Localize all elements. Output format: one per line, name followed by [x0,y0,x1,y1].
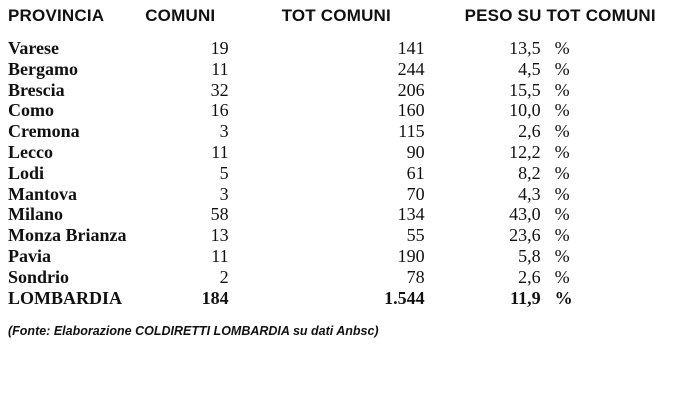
source-note: (Fonte: Elaborazione COLDIRETTI LOMBARDIA su dati Anbsc) [8,324,379,339]
cell-tot-comuni: 206 [397,79,425,100]
cell-comuni: 3 [219,183,229,204]
cell-peso [425,288,688,309]
total-row [8,288,688,309]
peso-value: 4,5 [518,58,541,79]
cell-peso [425,38,688,59]
header-tot-comuni: TOT COMUNI [281,6,391,25]
cell-comuni: 11 [211,245,229,266]
table-row [8,163,688,184]
table-row [8,59,688,80]
peso-value: 23,6 [509,225,541,246]
cell-provincia: LOMBARDIA [8,287,123,308]
cell-peso [425,184,688,205]
percent-sign: % [554,183,570,204]
cell-peso [425,121,688,142]
cell-provincia: Pavia [8,245,51,266]
cell-provincia: Lodi [8,162,45,183]
cell-peso [425,246,688,267]
peso-value: 13,5 [509,38,541,58]
peso-value: 2,6 [518,121,541,142]
table-row [8,246,688,267]
percent-sign: % [554,79,570,100]
cell-peso [425,100,688,121]
cell-tot-comuni: 160 [397,100,425,121]
cell-comuni: 184 [201,287,229,308]
table-row [8,184,688,205]
cell-comuni: 11 [211,58,229,79]
table-row [8,38,688,59]
peso-value: 12,2 [509,141,541,162]
percent-sign: % [554,121,570,142]
percent-sign: % [554,266,570,287]
cell-provincia: Cremona [8,121,80,142]
cell-tot-comuni: 141 [397,38,425,58]
cell-tot-comuni: 61 [406,162,425,183]
cell-comuni: 16 [210,100,229,121]
cell-provincia: Brescia [8,79,65,100]
peso-value: 11,9 [510,287,541,308]
cell-provincia: Bergamo [8,58,78,79]
header-provincia: PROVINCIA [8,6,105,25]
cell-comuni: 3 [219,121,229,142]
cell-comuni: 32 [210,79,229,100]
cell-provincia: Mantova [8,183,77,204]
province-table [8,6,688,308]
cell-comuni: 5 [219,162,229,183]
table-row [8,267,688,288]
percent-sign: % [554,162,570,183]
cell-peso [425,225,688,246]
percent-sign: % [554,287,573,308]
cell-tot-comuni: 115 [398,121,425,142]
peso-value: 15,5 [509,79,541,100]
percent-sign: % [554,38,570,58]
cell-comuni: 13 [210,225,229,246]
cell-tot-comuni: 1.544 [384,287,425,308]
cell-tot-comuni: 90 [406,141,425,162]
percent-sign: % [554,100,570,121]
cell-tot-comuni: 244 [397,58,425,79]
peso-value: 43,0 [509,204,541,225]
cell-tot-comuni: 78 [406,266,425,287]
peso-value: 8,2 [518,162,541,183]
peso-value: 4,3 [518,183,541,204]
cell-peso [425,163,688,184]
cell-comuni: 19 [210,38,229,58]
cell-tot-comuni: 134 [397,204,425,225]
cell-tot-comuni: 55 [406,225,425,246]
header-comuni: COMUNI [145,6,216,25]
cell-provincia: Monza Brianza [8,225,127,246]
cell-comuni: 11 [211,141,229,162]
cell-comuni: 58 [210,204,229,225]
percent-sign: % [554,225,570,246]
table-row [8,142,688,163]
cell-tot-comuni: 190 [397,245,425,266]
cell-provincia: Como [8,100,54,121]
peso-value: 10,0 [509,100,541,121]
table-body [8,38,688,308]
cell-provincia: Sondrio [8,266,70,287]
table-row [8,80,688,101]
percent-sign: % [554,141,570,162]
cell-peso [425,142,688,163]
percent-sign: % [554,204,570,225]
table-row [8,204,688,225]
document [8,6,688,338]
cell-provincia: Lecco [8,141,53,162]
header-peso: PESO SU TOT COMUNI [464,6,656,25]
percent-sign: % [554,58,570,79]
cell-provincia: Milano [8,204,64,225]
cell-peso [425,204,688,225]
cell-comuni: 2 [219,266,229,287]
cell-provincia: Varese [8,38,59,58]
cell-tot-comuni: 70 [406,183,425,204]
table-header-row [8,6,688,38]
table-row [8,225,688,246]
peso-value: 2,6 [518,266,541,287]
percent-sign: % [554,245,570,266]
table-row [8,121,688,142]
cell-peso [425,59,688,80]
peso-value: 5,8 [518,245,541,266]
cell-peso [425,80,688,101]
cell-peso [425,267,688,288]
table-row [8,100,688,121]
